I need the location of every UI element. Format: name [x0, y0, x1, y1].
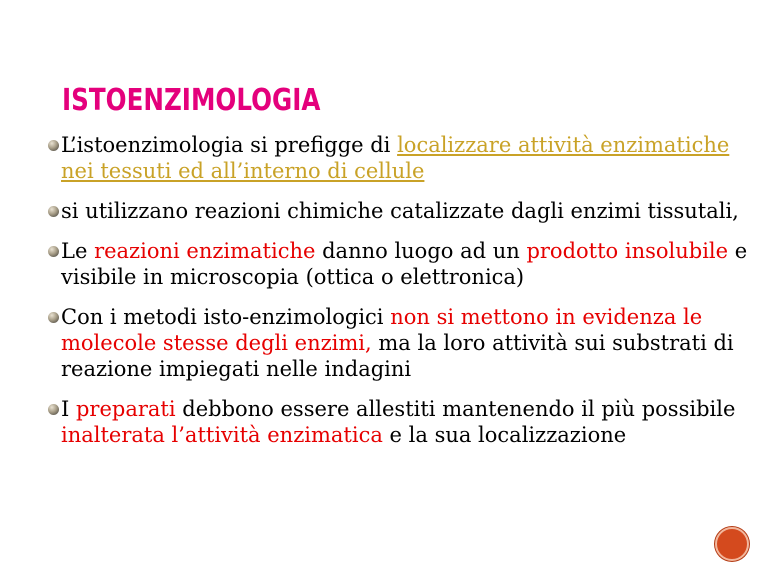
bullet-text: e la sua localizzazione: [382, 423, 627, 447]
bullet-text: Con i metodi isto-enzimologici: [61, 305, 391, 329]
bullet-list: [48, 132, 760, 462]
bullet-icon: [48, 404, 59, 415]
bullet-text: e visibile in microscopia (ottica o elettronica): [61, 239, 748, 289]
highlighted-text: prodotto insolubile: [526, 239, 729, 263]
bullet-item: [48, 238, 760, 290]
hyperlink[interactable]: localizzare attività enzimatiche nei tessuti ed all’interno di cellule: [61, 133, 730, 183]
bullet-text: L’istoenzimologia si prefigge di: [61, 133, 398, 157]
bullet-icon: [48, 312, 59, 323]
bullet-icon: [48, 246, 59, 257]
bullet-item: [48, 132, 760, 184]
bullet-icon: [48, 140, 59, 151]
highlighted-text: preparati: [75, 397, 176, 421]
logo-badge: [715, 527, 749, 561]
bullet-item: [48, 304, 760, 382]
highlighted-text: inalterata l’attività enzimatica: [61, 423, 383, 447]
highlighted-text: reazioni enzimatiche: [94, 239, 316, 263]
bullet-text: ma la loro attività sui substrati di reazione impiegati nelle indagini: [61, 331, 734, 381]
bullet-item: [48, 198, 760, 224]
bullet-text: si utilizzano reazioni chimiche catalizzate dagli enzimi tissutali,: [61, 199, 739, 223]
bullet-text: Le: [61, 239, 95, 263]
bullet-text: debbono essere allestiti mantenendo il più possibile: [175, 397, 736, 421]
bullet-icon: [48, 206, 59, 217]
bullet-item: [48, 396, 760, 448]
bullet-text: danno luogo ad un: [315, 239, 527, 263]
slide-title: ISTOENZIMOLOGIA: [62, 83, 321, 118]
highlighted-text: non si mettono in evidenza le molecole stesse degli enzimi,: [61, 305, 703, 355]
bullet-text: I: [61, 397, 76, 421]
